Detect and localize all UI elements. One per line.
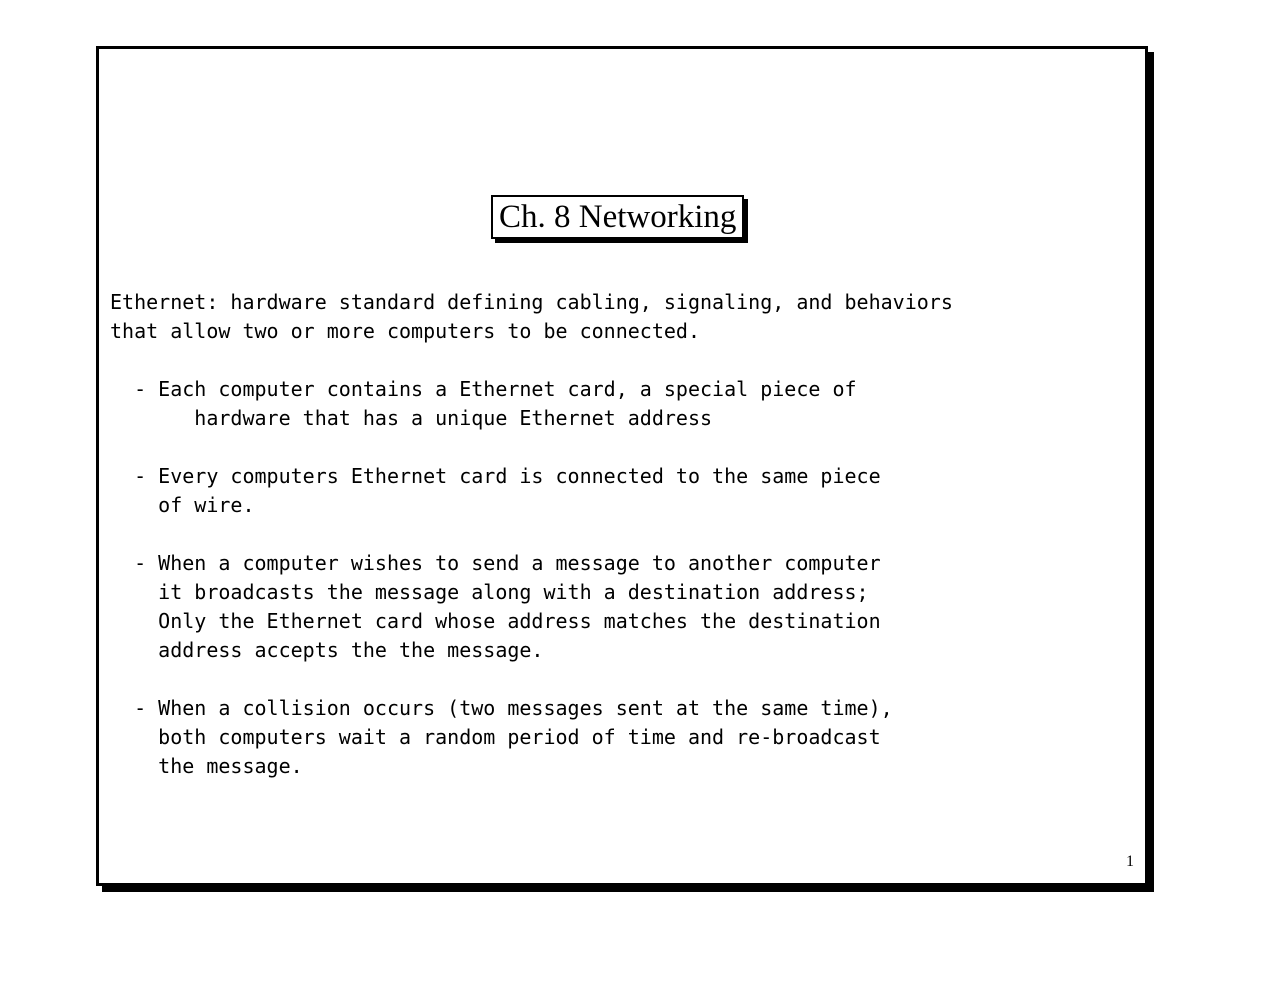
slide-title: Ch. 8 Networking — [491, 195, 744, 239]
slide-body-text: Ethernet: hardware standard defining cabling, signaling, and behaviors that allow two or more computers to be connected. - Each computer contains a Ethernet card, a special piece of hardware that has a unique Ethernet address - Every computers Ethernet card is connected to the same piece of wire. - When a computer wishes to send a message to another computer it broadcasts the message along with a destination address; Only the Ethernet card whose address matches the destination address accepts the the message. - When a collision occurs (two messages sent at the same time), both computers wait a random period of time and re-broadcast the message. — [110, 290, 953, 778]
page-number: 1 — [1126, 853, 1134, 870]
